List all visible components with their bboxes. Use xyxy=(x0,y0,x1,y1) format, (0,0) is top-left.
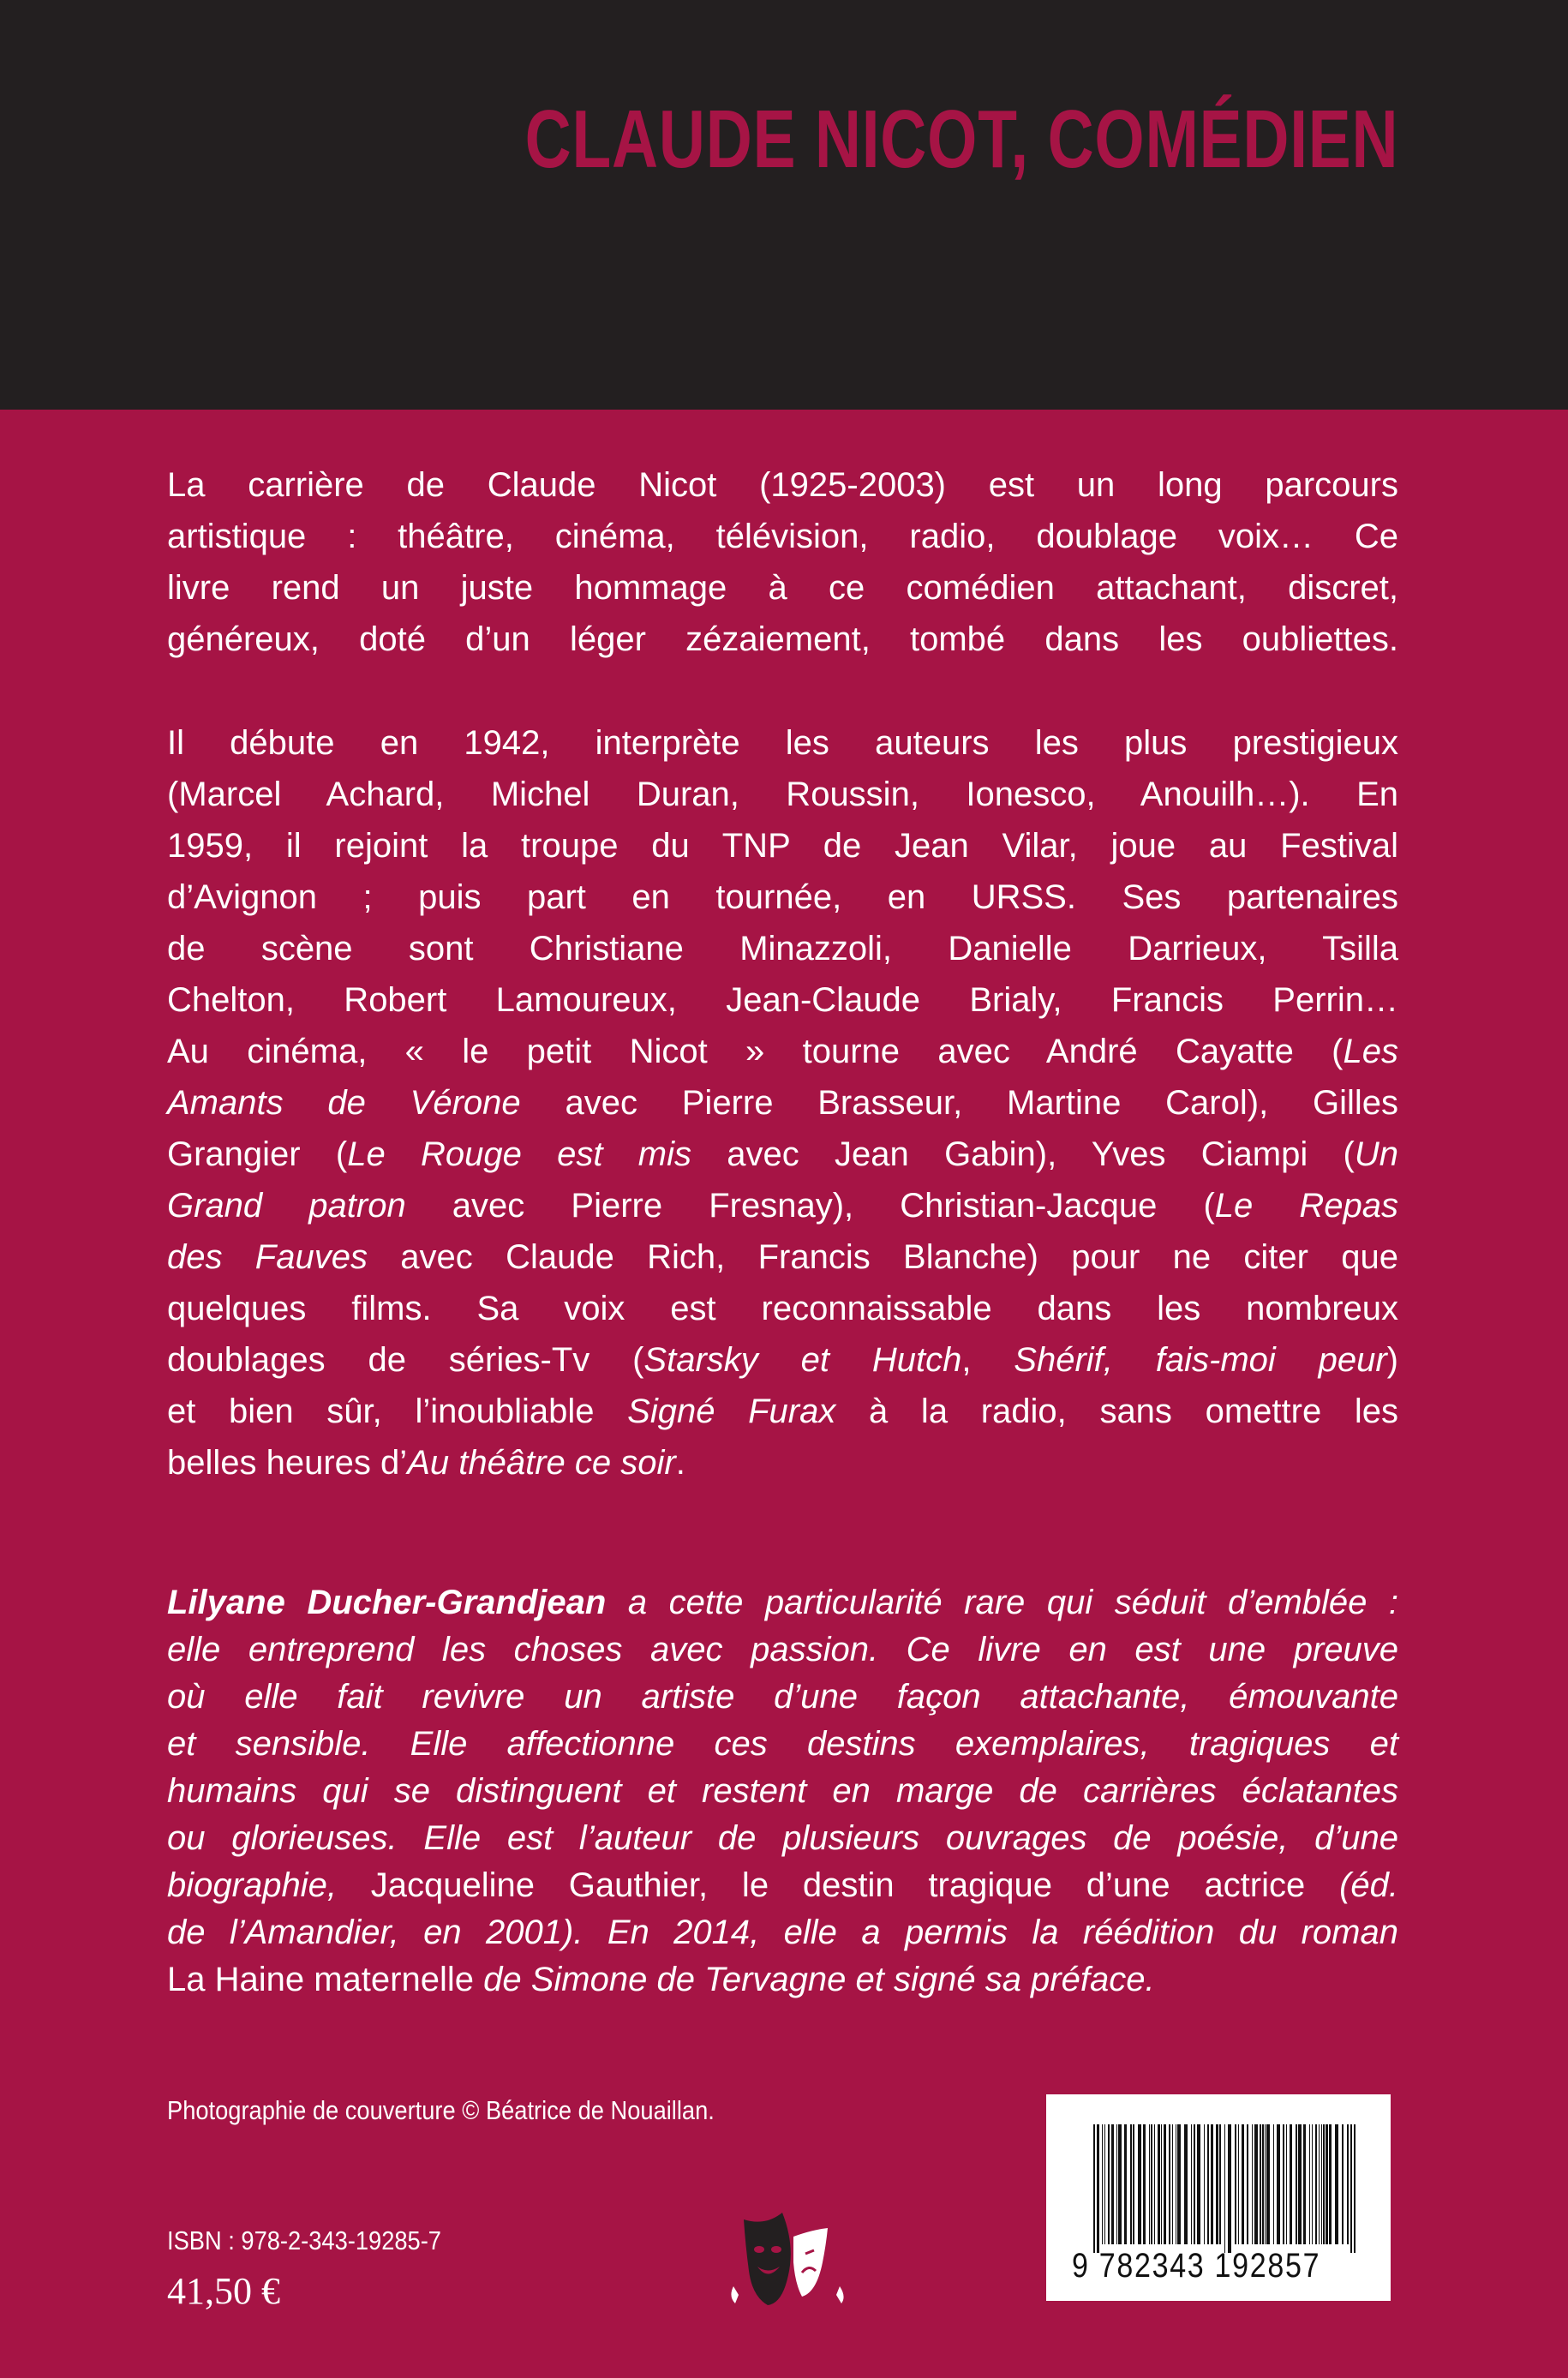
book-title: CLAUDE NICOT, COMÉDIEN xyxy=(524,93,1398,185)
text-line xyxy=(167,614,1398,665)
barcode-bar xyxy=(1335,2124,1338,2244)
barcode-bar xyxy=(1194,2124,1195,2244)
barcode-bar xyxy=(1164,2124,1166,2244)
text-segment: (Marcel Achard, Michel Duran, Roussin, Ionesco, Anouilh…). En xyxy=(167,776,1398,813)
text-line xyxy=(167,1626,1398,1674)
barcode-bar xyxy=(1303,2124,1306,2244)
barcode-bar xyxy=(1283,2124,1284,2244)
text-line xyxy=(167,1180,1398,1231)
barcode-bar xyxy=(1315,2124,1317,2244)
text-segment: artistique : théâtre, cinéma, télévision, radio, doublage voix… Ce xyxy=(167,518,1398,555)
barcode xyxy=(1046,2094,1391,2301)
text-line xyxy=(167,1437,1398,1488)
barcode-bar xyxy=(1247,2124,1248,2244)
barcode-bar xyxy=(1265,2124,1266,2244)
text-segment: d’Avignon ; puis part en tournée, en URSS. Ses partenaires xyxy=(167,878,1398,916)
barcode-bar xyxy=(1273,2124,1274,2244)
photo-credit: Photographie de couverture © Béatrice de Nouaillan. xyxy=(167,2095,715,2125)
text-line xyxy=(167,562,1398,614)
barcode-bar xyxy=(1102,2124,1103,2244)
barcode-number: 9 782343 192857 xyxy=(1072,2247,1321,2285)
career-paragraph xyxy=(167,717,1398,1488)
barcode-bar xyxy=(1252,2124,1253,2244)
text-line xyxy=(167,1077,1398,1129)
summary-paragraph xyxy=(167,459,1398,665)
barcode-bar xyxy=(1321,2124,1322,2244)
barcode-bar xyxy=(1262,2124,1264,2244)
barcode-bar xyxy=(1235,2124,1236,2244)
barcode-bar xyxy=(1354,2124,1356,2253)
text-line xyxy=(167,1386,1398,1437)
barcode-bar xyxy=(1277,2124,1280,2244)
text-segment: Chelton, Robert Lamoureux, Jean-Claude Brialy, Francis Perrin… xyxy=(167,981,1398,1019)
barcode-bar xyxy=(1326,2124,1328,2244)
barcode-bar xyxy=(1216,2124,1218,2244)
barcode-bar xyxy=(1296,2124,1297,2244)
text-line xyxy=(167,872,1398,923)
text-segment: quelques films. Sa voix est reconnaissable dans les nombreux xyxy=(167,1290,1398,1327)
text-line xyxy=(167,1026,1398,1077)
barcode-bar xyxy=(1312,2124,1313,2244)
text-segment: Au cinéma, « le petit Nicot » tourne avec André Cayatte ( xyxy=(167,1033,1344,1070)
barcode-bar xyxy=(1097,2124,1099,2253)
barcode-bars xyxy=(1093,2124,1359,2253)
text-segment: Amants de Vérone xyxy=(167,1084,521,1122)
text-line xyxy=(167,717,1398,769)
theatre-masks-logo xyxy=(727,2211,855,2309)
text-segment: humains qui se distinguent et restent en marge de carrières éclatantes xyxy=(167,1772,1398,1810)
text-line xyxy=(167,1815,1398,1862)
text-segment: elle entreprend les choses avec passion. Ce livre en est une preuve xyxy=(167,1631,1398,1668)
text-segment: Grangier ( xyxy=(167,1135,348,1173)
barcode-bar xyxy=(1118,2124,1122,2244)
isbn: ISBN : 978-2-343-19285-7 xyxy=(167,2225,441,2255)
text-line xyxy=(167,1721,1398,1768)
barcode-bar xyxy=(1238,2124,1239,2244)
barcode-bar xyxy=(1298,2124,1302,2244)
barcode-bar xyxy=(1169,2124,1170,2244)
barcode-bar xyxy=(1138,2124,1141,2244)
text-segment: avec Pierre Fresnay), Christian-Jacque ( xyxy=(405,1187,1215,1225)
text-line xyxy=(167,769,1398,820)
barcode-bar xyxy=(1260,2124,1261,2244)
barcode-bar xyxy=(1207,2124,1209,2244)
text-line xyxy=(167,1956,1398,2004)
text-line xyxy=(167,1129,1398,1180)
text-segment: avec Claude Rich, Francis Blanche) pour ne citer que xyxy=(367,1238,1399,1276)
text-segment: a cette particularité rare qui séduit d’emblée : xyxy=(606,1584,1398,1621)
barcode-bar xyxy=(1342,2124,1344,2244)
barcode-bar xyxy=(1172,2124,1173,2244)
barcode-bar xyxy=(1319,2124,1320,2244)
text-line xyxy=(167,820,1398,872)
text-segment: Un xyxy=(1354,1135,1398,1173)
text-segment: livre rend un juste hommage à ce comédien attachant, discret, xyxy=(167,569,1398,607)
barcode-bar xyxy=(1219,2124,1221,2244)
text-line xyxy=(167,1674,1398,1721)
text-line xyxy=(167,1334,1398,1386)
barcode-bar xyxy=(1323,2124,1325,2244)
text-line xyxy=(167,1909,1398,1956)
text-segment: 1959, il rejoint la troupe du TNP de Jean Vilar, joue au Festival xyxy=(167,827,1398,865)
barcode-bar xyxy=(1158,2124,1160,2244)
text-segment: ou glorieuses. Elle est l’auteur de plusieurs ouvrages de poésie, d’une xyxy=(167,1819,1398,1857)
barcode-bar xyxy=(1228,2124,1231,2253)
barcode-bar xyxy=(1143,2124,1146,2244)
text-segment: Grand patron xyxy=(167,1187,406,1225)
text-segment: , xyxy=(961,1341,1014,1379)
barcode-bar xyxy=(1149,2124,1150,2244)
barcode-bar xyxy=(1116,2124,1117,2244)
barcode-bar xyxy=(1104,2124,1105,2244)
text-segment: belles heures d’ xyxy=(167,1444,408,1482)
text-segment: Le Repas xyxy=(1214,1187,1399,1225)
barcode-bar xyxy=(1177,2124,1181,2244)
text-segment: Shérif, fais-moi peur xyxy=(1014,1341,1387,1379)
barcode-bar xyxy=(1151,2124,1152,2244)
barcode-bar xyxy=(1130,2124,1132,2244)
author-name: Lilyane Ducher-Grandjean xyxy=(167,1584,607,1621)
text-segment: avec Pierre Brasseur, Martine Carol), Gilles xyxy=(520,1084,1398,1122)
text-segment: Signé Furax xyxy=(627,1393,836,1430)
text-segment: et bien sûr, l’inoubliable xyxy=(167,1393,628,1430)
text-segment: Au théâtre ce soir xyxy=(407,1444,676,1482)
text-segment: Les xyxy=(1343,1033,1398,1070)
text-segment: des Fauves xyxy=(167,1238,368,1276)
barcode-bar xyxy=(1266,2124,1270,2244)
text-segment: biographie, xyxy=(167,1866,337,1904)
text-segment: ) xyxy=(1386,1341,1398,1379)
barcode-bar xyxy=(1184,2124,1188,2244)
text-line xyxy=(167,459,1398,511)
text-line xyxy=(167,974,1398,1026)
barcode-bar xyxy=(1108,2124,1110,2244)
text-segment: généreux, doté d’un léger zézaiement, tombé dans les oubliettes. xyxy=(167,620,1398,658)
text-segment: . xyxy=(675,1444,685,1482)
text-segment: de Simone de Tervagne et signé sa préface. xyxy=(474,1961,1155,1998)
text-segment: de scène sont Christiane Minazzoli, Danielle Darrieux, Tsilla xyxy=(167,930,1398,967)
text-segment: à la radio, sans omettre les xyxy=(835,1393,1398,1430)
text-segment: doublages de séries-Tv ( xyxy=(167,1341,644,1379)
text-line xyxy=(167,511,1398,562)
text-segment: Jacqueline Gauthier, le destin tragique d’une actrice xyxy=(336,1866,1340,1904)
text-segment: (éd. xyxy=(1339,1866,1398,1904)
text-line xyxy=(167,1579,1398,1626)
barcode-bar xyxy=(1254,2124,1258,2244)
author-bio-paragraph xyxy=(167,1579,1398,2004)
barcode-bar xyxy=(1204,2124,1205,2244)
barcode-bar xyxy=(1124,2124,1127,2244)
barcode-bar xyxy=(1242,2124,1244,2244)
barcode-bar xyxy=(1224,2124,1225,2253)
barcode-bar xyxy=(1211,2124,1213,2244)
barcode-bar xyxy=(1161,2124,1162,2244)
text-line xyxy=(167,1231,1398,1283)
barcode-bar xyxy=(1133,2124,1134,2244)
text-segment: où elle fait revivre un artiste d’une façon attachante, émouvante xyxy=(167,1678,1398,1716)
barcode-bar xyxy=(1154,2124,1155,2244)
text-segment: de l’Amandier, en 2001). En 2014, elle a permis la réédition du roman xyxy=(167,1914,1398,1951)
barcode-bar xyxy=(1347,2124,1349,2244)
text-line xyxy=(167,1283,1398,1334)
text-line xyxy=(167,1768,1398,1815)
text-line xyxy=(167,923,1398,974)
price: 41,50 € xyxy=(167,2270,280,2312)
text-segment: Starsky et Hutch xyxy=(643,1341,962,1379)
barcode-bar xyxy=(1093,2124,1095,2253)
barcode-bar xyxy=(1290,2124,1292,2244)
text-segment: avec Jean Gabin), Yves Ciampi ( xyxy=(691,1135,1355,1173)
text-line xyxy=(167,1862,1398,1909)
text-segment: La Haine maternelle xyxy=(167,1961,474,1998)
barcode-bar xyxy=(1191,2124,1192,2244)
text-segment: et sensible. Elle affectionne ces destins exemplaires, tragiques et xyxy=(167,1725,1398,1763)
barcode-bar xyxy=(1286,2124,1287,2244)
text-segment: La carrière de Claude Nicot (1925-2003) est un long parcours xyxy=(167,466,1398,504)
barcode-bar xyxy=(1197,2124,1200,2244)
text-segment: Le Rouge est mis xyxy=(347,1135,691,1173)
barcode-bar xyxy=(1111,2124,1114,2244)
barcode-bar xyxy=(1329,2124,1332,2244)
title-band xyxy=(0,0,1568,410)
barcode-bar xyxy=(1309,2124,1310,2244)
barcode-bar xyxy=(1350,2124,1352,2253)
text-segment: Il débute en 1942, interprète les auteurs les plus prestigieux xyxy=(167,724,1398,762)
